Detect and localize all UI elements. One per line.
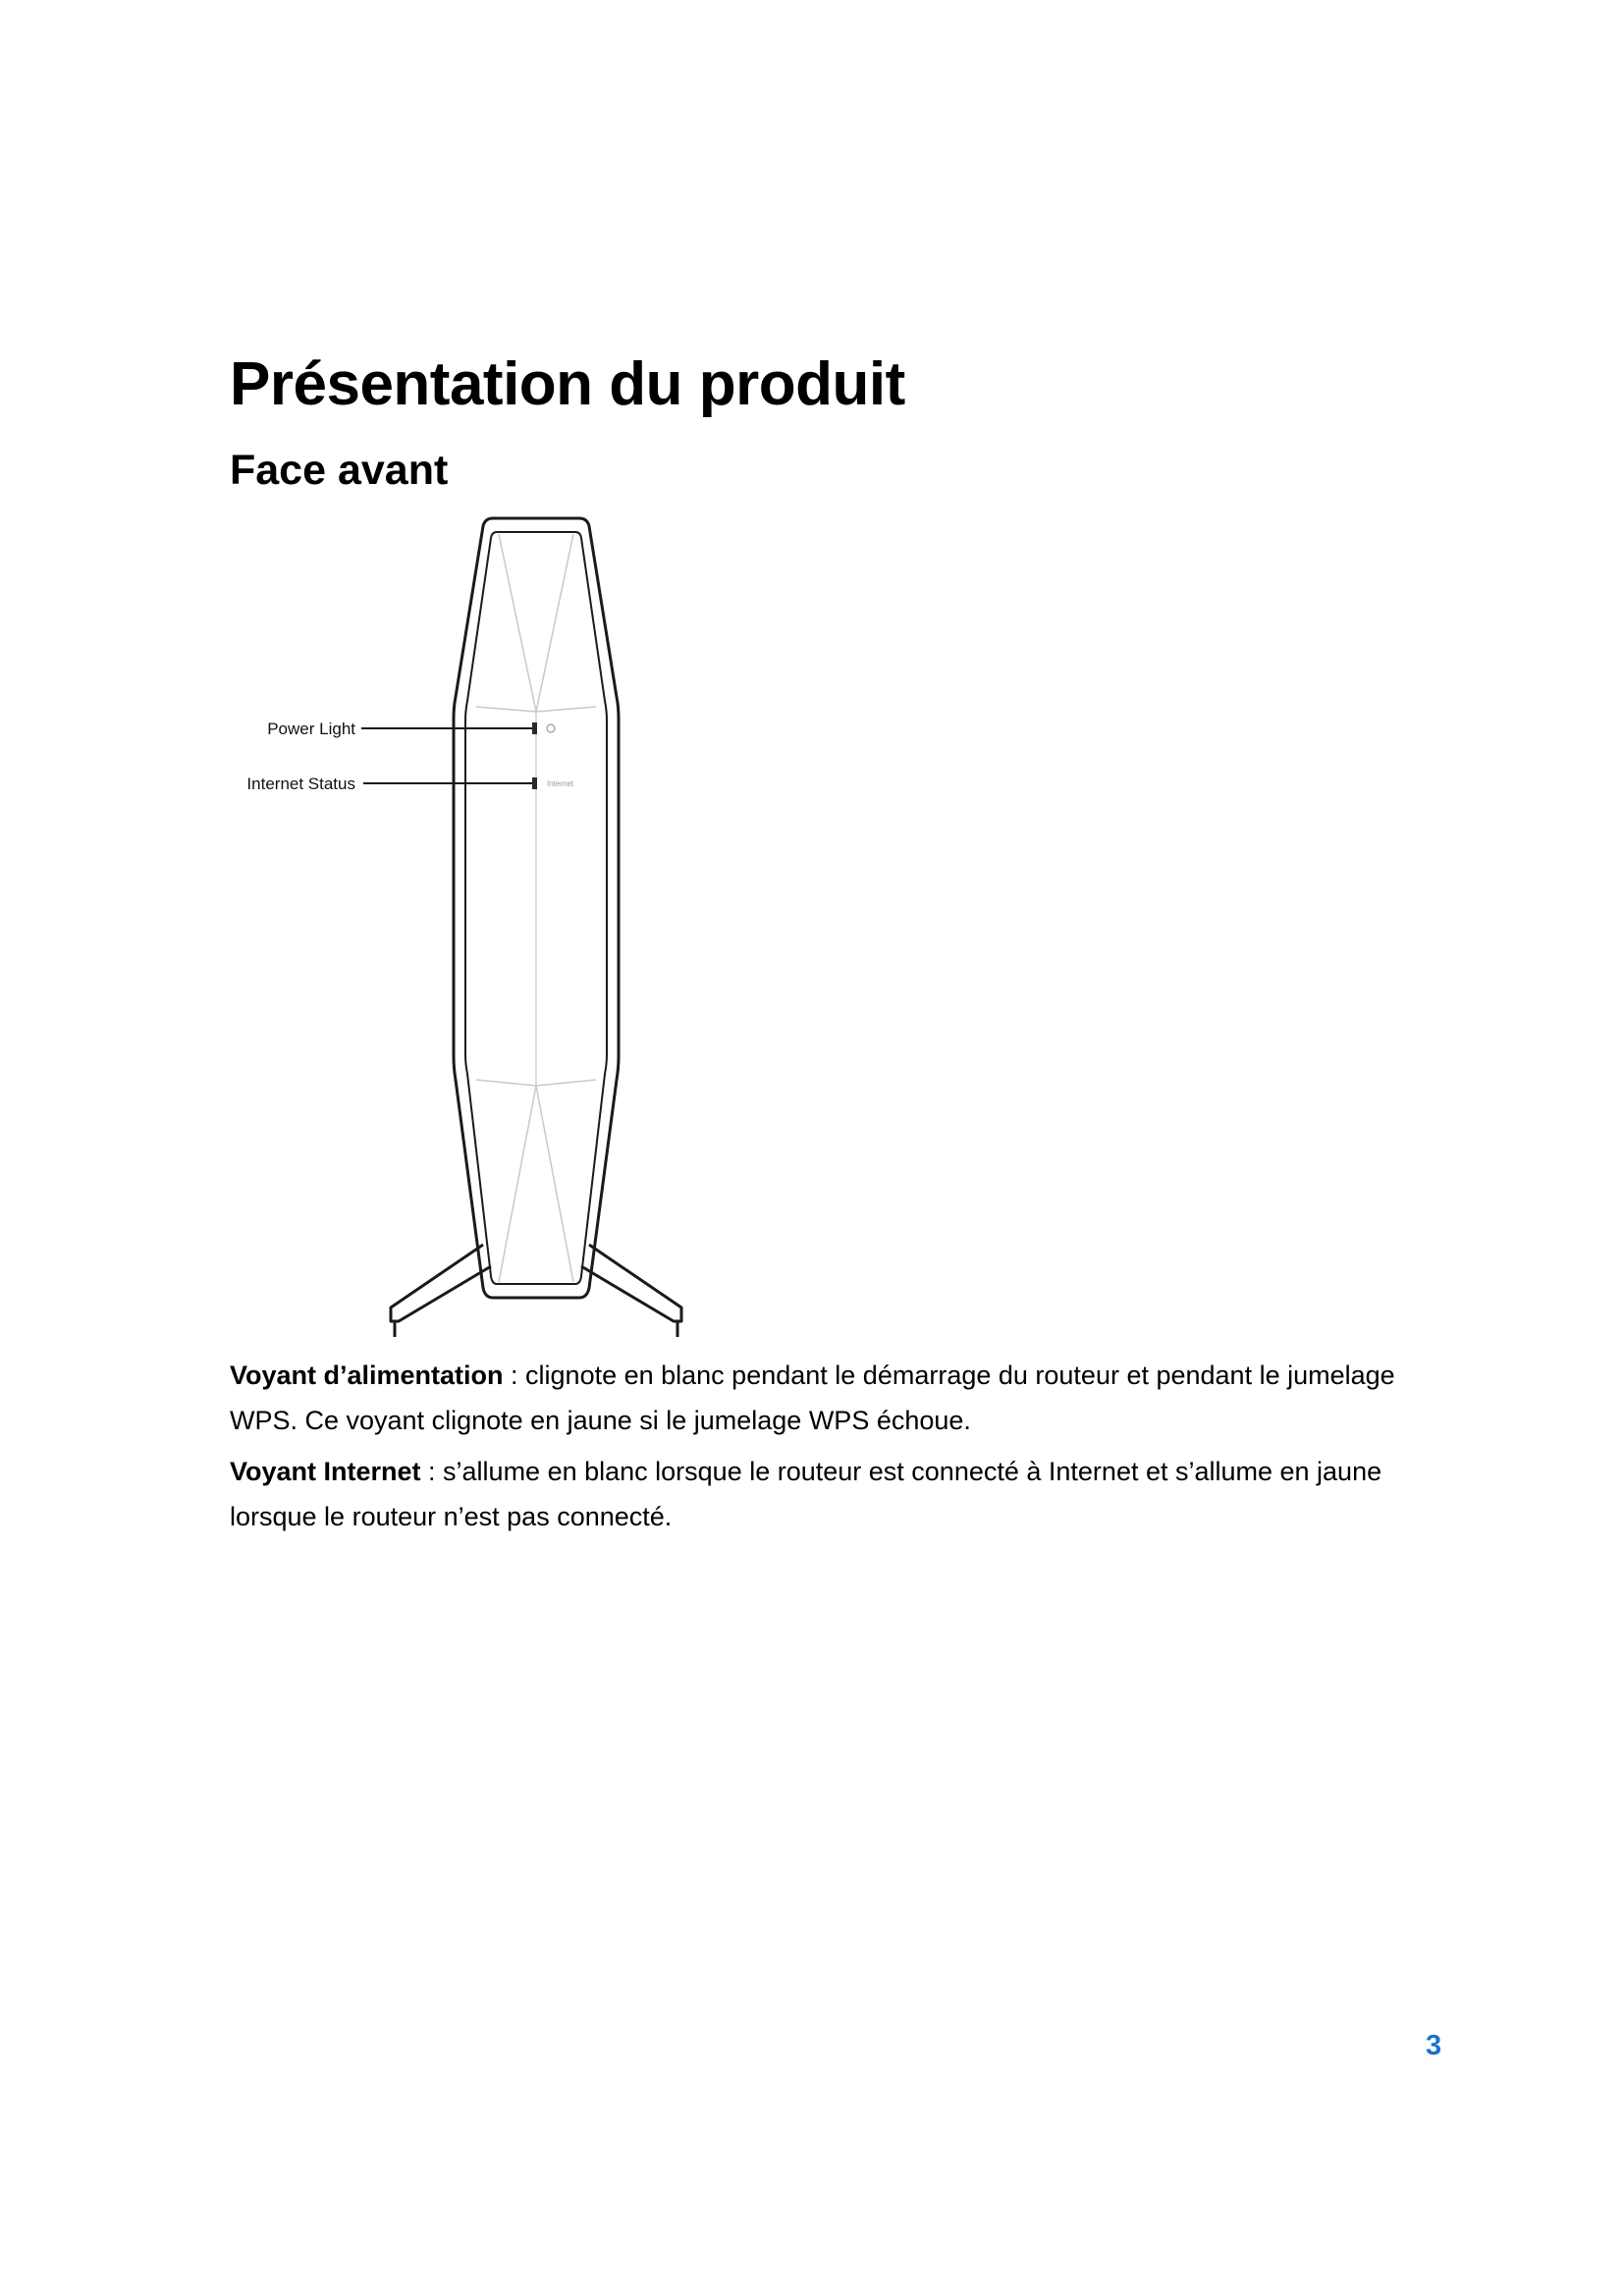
router-facet-top — [476, 534, 596, 712]
power-light-term: Voyant d’alimentation — [230, 1361, 504, 1390]
power-light-callout-label: Power Light — [267, 720, 355, 738]
internet-light-description — [230, 1449, 1447, 1539]
page-number: 3 — [1426, 2030, 1442, 2061]
internet-light-text: : s’allume en blanc lorsque le routeur est connecté à Internet et s’allume en jaune lorsque le routeur n’est pas connecté. — [230, 1457, 1382, 1531]
router-facet-bottom — [476, 1080, 596, 1282]
router-stand-left — [391, 1245, 491, 1321]
section-title: Face avant — [230, 447, 449, 494]
router-front-figure — [226, 510, 697, 1350]
page-title: Présentation du produit — [230, 350, 905, 418]
power-light-description — [230, 1353, 1447, 1443]
power-icon — [547, 724, 555, 732]
router-stand-right — [581, 1245, 681, 1321]
internet-status-callout-label: Internet Status — [246, 774, 355, 793]
power-led — [532, 722, 537, 734]
router-front-view-icon — [226, 510, 697, 1350]
power-light-text: : clignote en blanc pendant le démarrage du routeur et pendant le jumelage WPS. Ce voyant clignote en jaune si le jumelage WPS échoue. — [230, 1361, 1395, 1435]
internet-led-label: Internet — [547, 779, 574, 788]
internet-led — [532, 777, 537, 789]
internet-light-term: Voyant Internet — [230, 1457, 421, 1486]
